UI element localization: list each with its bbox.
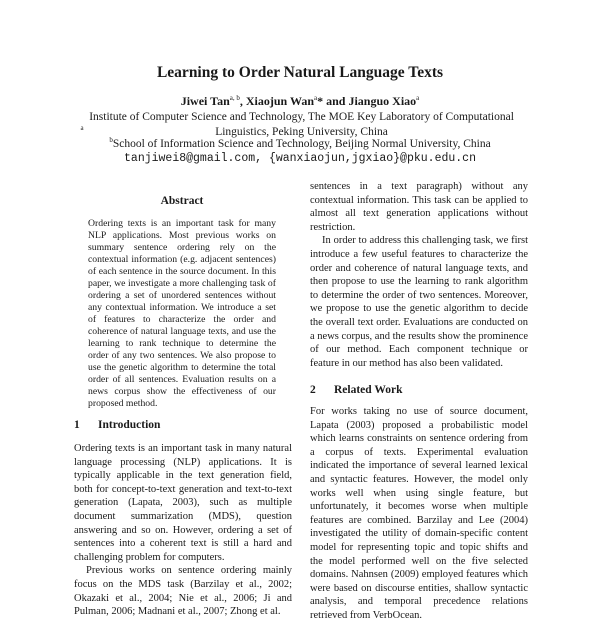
author-affiliation-mark: a [314,94,318,102]
abstract-text: Ordering texts is an important task for many NLP applications. Most previous works on summary sentence ordering rely on the contextual information (e.g. adjacent sentences) of each sentence in the source document. In this paper, we investigate a more challenging task of ordering a set of unordered sentences without any contextual information. We introduce a set of features to characterize the order and coherence of natural language texts, and use the learning to rank technique to determine the order of any two sentences. We also propose to use the genetic algorithm to determine the total order of all sentences. Evaluation results on a news corpus show the effectiveness of our proposed method. [88,218,276,409]
author-emails: tanjiwei8@gmail.com, {wanxiaojun,jgxiao}@pku.edu.cn [124,152,476,165]
affiliation-text: School of Information Science and Technology, Beijing Normal University, China [112,138,491,150]
paragraph: Ordering texts is an important task in many natural language processing (NLP) applications. It is typically applicable in the text generation field, both for concept-to-text generation and text-to-text generation (Lapata, 2003), such as multiple document summarization (MDS), question answering and so on. However, ordering a set of sentences into a coherent text is still a hard and challenging problem for computers. [74,443,292,563]
introduction-column-right [310,180,528,370]
paragraph: sentences in a text paragraph) without any contextual information. This task can be applied to almost all text generation applications without restriction. [310,181,528,233]
affiliation-a [0,110,600,140]
affiliation-text: Institute of Computer Science and Technology, The MOE Key Laboratory of Computational Linguistics, Peking University, China [89,111,514,138]
paper-title: Learning to Order Natural Language Texts [156,64,444,81]
abstract-heading: Abstract [160,195,204,207]
author-affiliation-mark: a [416,94,420,102]
corresponding-author-mark: * [317,94,324,108]
section-heading-introduction [74,419,160,431]
section-heading-related-work [310,384,402,396]
section-number: 1 [74,419,80,431]
author-name: Jianguo Xiao [348,94,417,108]
paragraph: In order to address this challenging task, we first introduce a few useful features to characterize the order and coherence of natural language texts, and then propose to use the learning to rank algorithm to determine the order of two sentences. Moreover, we propose to use the genetic algorithm to decide the overall text order. Evaluations are conducted on a news corpus, and the results show the prominence of our method. Each component technique or feature in our method has also been validated. [310,235,528,369]
paragraph: For works taking no use of source document, Lapata (2003) proposed a probabilistic model which learns constraints on sentence ordering from a corpus of texts. Experimental evaluation indicated the importance of several learned lexical and syntactic features. However, the model only works well when using single feature, but unfortunately, it becomes worse when multiple features are combined. Barzilay and Lee (2004) investigated the utility of domain-specific content model for representing topic and topic shifts and the model performed well on the five selected domains. Nahnsen (2009) employed features which were based on discourse entities, shallow syntactic analysis, and temporal precedence relations retrieved from VerbOcean. [310,406,528,621]
section-number: 2 [310,384,316,396]
affiliation-mark: a [80,124,84,132]
introduction-column-left [74,442,292,619]
affiliation-mark: b [109,136,113,144]
author-list [0,94,600,109]
section-title: Related Work [334,384,403,396]
author-separator: , [239,94,246,108]
author-name: Xiaojun Wan [245,94,314,108]
related-work-column [310,405,528,623]
affiliation-b [0,137,600,152]
author-separator: and [323,94,349,108]
author-affiliation-mark: a, b [229,94,240,102]
author-name: Jiwei Tan [180,94,230,108]
section-title: Introduction [98,419,161,431]
paragraph: Previous works on sentence ordering mainly focus on the MDS task (Barzilay et al., 2002; Okazaki et al., 2004; Nie et al., 2006; Ji and Pulman, 2006; Madnani et al., 2007; Zhong et al. [74,565,292,618]
